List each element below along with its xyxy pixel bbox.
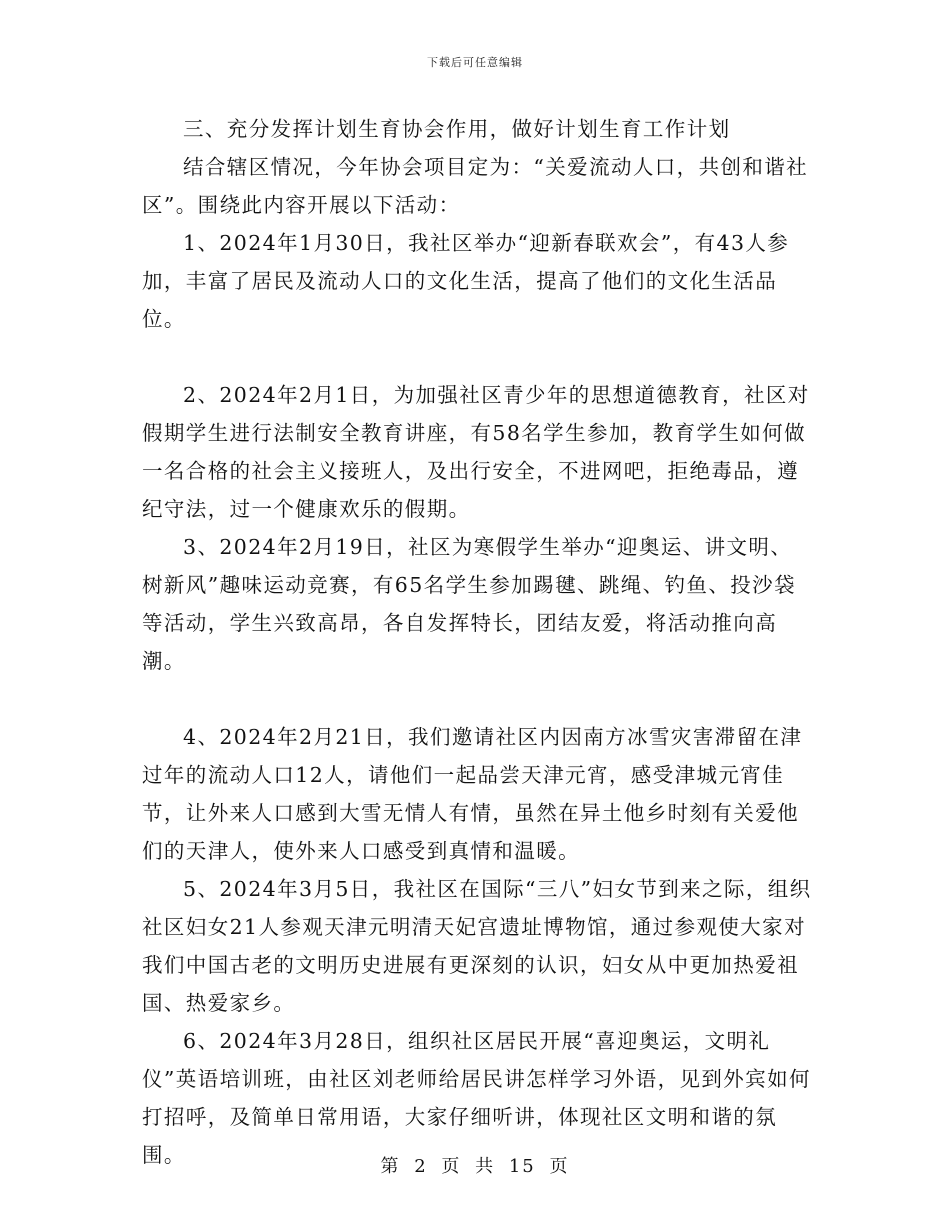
document-body [142,110,814,1174]
page-number-footer: 第 2 页 共 15 页 [380,1156,570,1177]
activity-paragraph-5: 5、2024年3月5日，我社区在国际“三八”妇女节到来之际，组织社区妇女21人参观天津元明清天妃宫遗址博物馆，通过参观使大家对我们中国古老的文明历史进展有更深刻的认识，妇女从中更加热爱祖国、热爱家乡。 [142,877,812,1015]
section-heading: 三、充分发挥计划生育协会作用，做好计划生育工作计划 [183,117,731,141]
activity-paragraph-1: 1、2024年1月30日，我社区举办“迎新春联欢会”，有43人参加，丰富了居民及流动人口的文化生活，提高了他们的文化生活品位。 [142,231,790,331]
activity-paragraph-4: 4、2024年2月21日，我们邀请社区内因南方冰雪灾害滞留在津过年的流动人口12人，请他们一起品尝天津元宵，感受津城元宵佳节，让外来人口感到大雪无情人有情，虽然在异土他乡时刻有关爱他们的天津人，使外来人口感受到真情和温暖。 [142,725,803,863]
activity-paragraph-6: 6、2024年3月28日，组织社区居民开展“喜迎奥运，文明礼仪”英语培训班，由社区刘老师给居民讲怎样学习外语，见到外宾如何打招呼，及简单日常用语，大家仔细听讲，体现社区文明和谐的氛围。 [142,1029,811,1167]
activity-paragraph-3: 3、2024年2月19日，社区为寒假学生举办“迎奥运、讲文明、树新风”趣味运动竞赛，有65名学生参加踢毽、跳绳、钓鱼、投沙袋等活动，学生兴致高昂，各自发挥特长，团结友爱，将活动推向高潮。 [142,535,796,673]
page-header: 下载后可任意编辑 [427,56,523,69]
activity-paragraph-2: 2、2024年2月1日，为加强社区青少年的思想道德教育，社区对假期学生进行法制安全教育讲座，有58名学生参加，教育学生如何做一名合格的社会主义接班人，及出行安全，不进网吧，拒绝毒品，遵纪守法，过一个健康欢乐的假期。 [142,383,810,521]
intro-paragraph: 结合辖区情况，今年协会项目定为：“关爱流动人口，共创和谐社区”。围绕此内容开展以下活动： [142,155,809,217]
